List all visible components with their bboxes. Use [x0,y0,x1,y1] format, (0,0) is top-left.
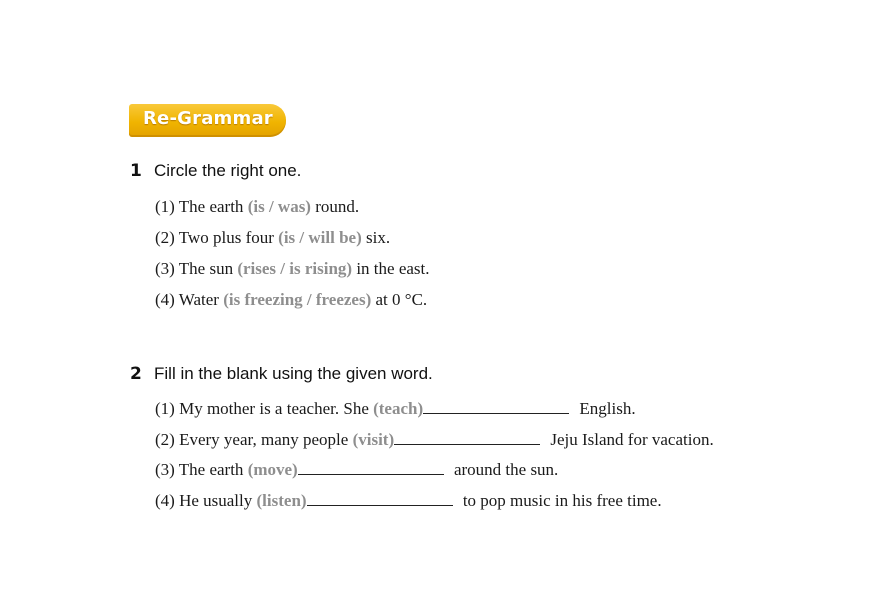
item-text-after: English. [579,399,636,418]
answer-blank[interactable] [394,430,540,445]
item-number: (3) [155,460,175,479]
item-number: (4) [155,490,175,510]
question-item [155,455,714,486]
question-item [155,284,430,315]
item-text-before: Water [178,290,219,309]
item-text-after: at 0 °C. [375,290,428,309]
given-word: (move) [247,460,298,479]
item-text-before: Every year, many people [179,429,349,449]
item-text-before: He usually [179,490,253,510]
choice-options[interactable]: (is freezing / freezes) [223,290,372,309]
question-item [155,222,430,253]
choice-options[interactable]: (is / will be) [278,228,362,247]
item-number: (1) [155,399,175,418]
item-text-after: to pop music in his free time. [462,490,662,510]
item-text-after: round. [315,197,360,216]
choice-options[interactable]: (rises / is rising) [237,259,353,278]
question-item [155,486,714,517]
answer-blank[interactable] [307,491,453,506]
section-title: Fill in the blank using the given word. [154,364,433,383]
question-item [155,425,714,456]
badge-label: Re-Grammar [143,108,273,129]
item-text-after: Jeju Island for vacation. [550,429,714,449]
re-grammar-badge [129,104,286,137]
item-text-before: My mother is a teacher. She [179,399,369,418]
question-item [155,191,430,222]
question-item [155,394,714,425]
section-circle [130,161,430,315]
section-heading [130,364,714,386]
item-text-after: in the east. [356,259,430,278]
given-word: (visit) [352,429,395,449]
item-number: (4) [155,290,175,309]
section-title: Circle the right one. [154,161,302,180]
item-text-before: The earth [178,460,244,479]
given-word: (listen) [256,490,307,510]
question-item [155,253,430,284]
item-text-before: The sun [178,259,234,278]
given-word: (teach) [373,399,424,418]
section-number: 2 [130,364,142,384]
item-text-after: around the sun. [453,460,559,479]
item-number: (2) [155,228,175,247]
answer-blank[interactable] [298,460,444,475]
item-number: (2) [155,429,175,449]
section-fill-blank [130,364,714,516]
section-number: 1 [130,161,142,181]
section-heading [130,161,430,183]
item-number: (1) [155,197,175,216]
question-list [155,394,714,516]
question-list [155,191,430,315]
item-text-after: six. [366,228,391,247]
item-text-before: Two plus four [178,228,274,247]
answer-blank[interactable] [423,399,569,414]
choice-options[interactable]: (is / was) [247,197,311,216]
item-number: (3) [155,259,175,278]
item-text-before: The earth [178,197,244,216]
